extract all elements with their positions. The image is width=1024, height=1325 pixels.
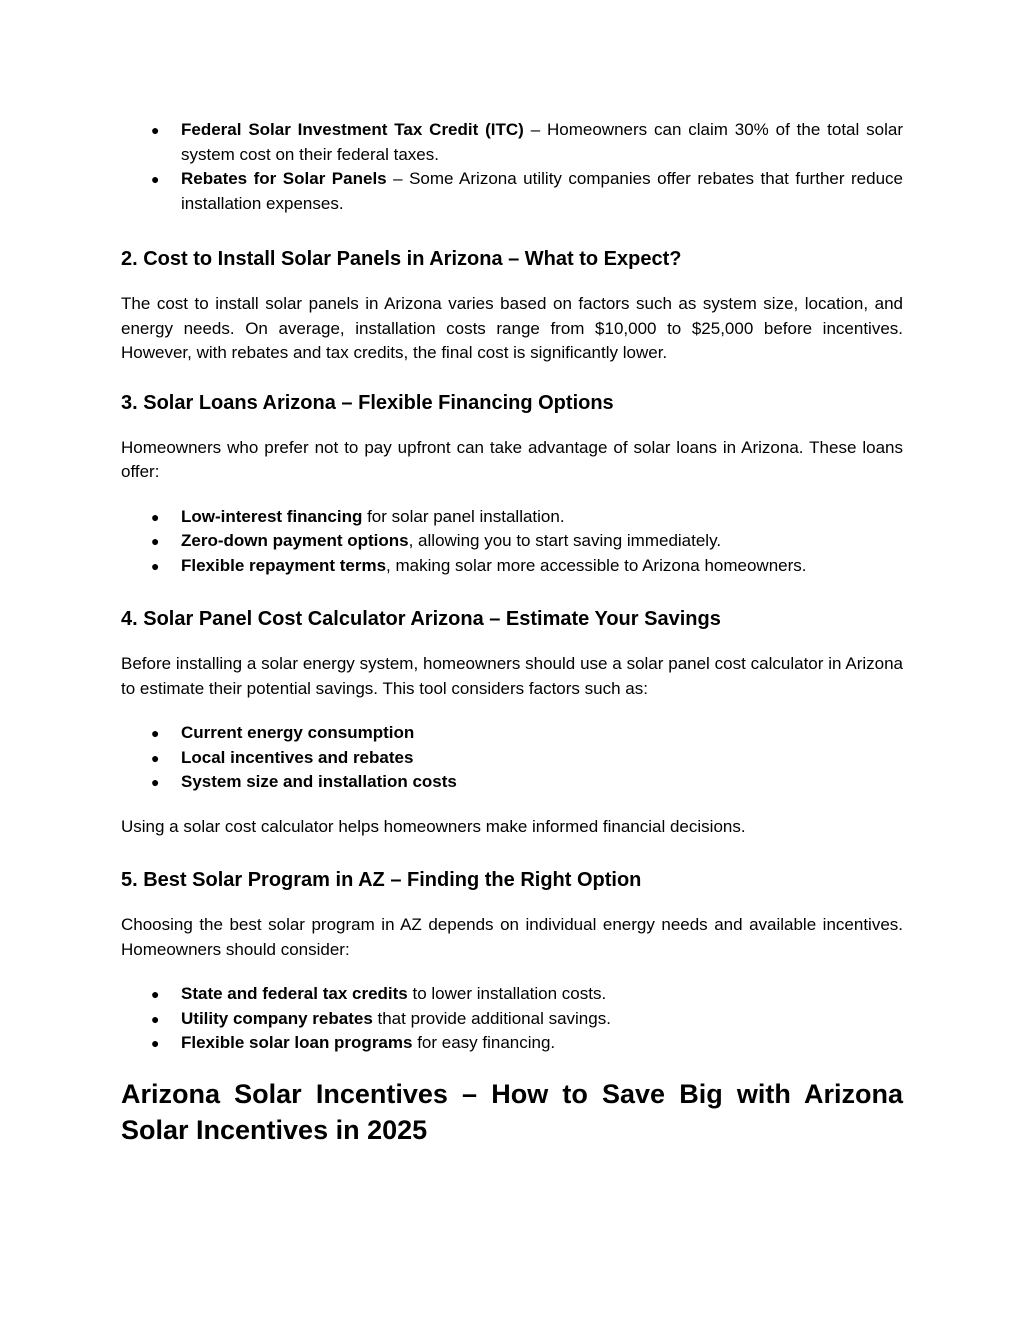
- list-item-text: – Homeowners can claim 30% of the total solar system cost on their federal taxes.: [181, 120, 903, 164]
- bullet-icon: ●: [151, 986, 160, 1002]
- section-3-heading: 3. Solar Loans Arizona – Flexible Financing Options: [121, 391, 614, 414]
- list-item-bold: Flexible repayment terms: [181, 555, 387, 575]
- section-4-list: [121, 721, 903, 795]
- list-item: [121, 118, 903, 167]
- section-4-closing: Using a solar cost calculator helps homeowners make informed financial decisions.: [121, 816, 746, 836]
- list-item: [121, 746, 903, 771]
- bullet-icon: ●: [151, 749, 160, 766]
- section-4-heading: 4. Solar Panel Cost Calculator Arizona – Estimate Your Savings: [121, 608, 721, 630]
- list-item-text: to lower installation costs.: [407, 984, 607, 1003]
- list-item-text: , making solar more accessible to Arizona homeowners.: [386, 555, 807, 575]
- section-5-paragraph: Choosing the best solar program in AZ depends on individual energy needs and available incentives. Homeowners should consider:: [121, 915, 903, 959]
- bullet-icon: ●: [151, 508, 160, 525]
- list-item-text: , allowing you to start saving immediately.: [408, 531, 722, 550]
- list-item-bold: Flexible solar loan programs: [181, 1033, 413, 1052]
- section-5-list: [121, 982, 903, 1056]
- section-5-heading: 5. Best Solar Program in AZ – Finding the Right Option: [121, 869, 642, 891]
- list-item: [121, 770, 903, 795]
- list-item: [121, 1031, 903, 1056]
- list-item-bold: Zero-down payment options: [181, 531, 409, 550]
- bullet-icon: ●: [151, 1010, 160, 1027]
- list-item-bold: Low-interest financing: [181, 506, 363, 526]
- section-2-paragraph: The cost to install solar panels in Arizona varies based on factors such as system size, location, and energy needs. On average, installation costs range from $10,000 to $25,000 before incentives. However, with rebates and tax credits, the final cost is significantly lower.: [121, 294, 903, 362]
- list-item-text: – Some Arizona utility companies offer rebates that further reduce installation expenses.: [181, 169, 903, 213]
- bullet-icon: ●: [151, 533, 160, 549]
- list-item-bold: System size and installation costs: [181, 772, 457, 791]
- list-item-bold: State and federal tax credits: [181, 984, 408, 1003]
- list-item: [121, 554, 903, 579]
- main-heading: Arizona Solar Incentives – How to Save Big with Arizona Solar Incentives in 2025: [121, 1078, 903, 1145]
- list-item-text: that provide additional savings.: [372, 1008, 611, 1028]
- intro-bullet-list: [121, 118, 903, 216]
- section-4-paragraph: Before installing a solar energy system, homeowners should use a solar panel cost calculator in Arizona to estimate their potential savings. This tool considers factors such as:: [121, 654, 903, 698]
- list-item: [121, 505, 903, 530]
- list-item-bold: Federal Solar Investment Tax Credit (ITC): [181, 120, 524, 139]
- bullet-icon: ●: [151, 122, 160, 138]
- list-item-bold: Utility company rebates: [181, 1008, 373, 1028]
- section-3-list: [121, 505, 903, 579]
- bullet-icon: ●: [151, 725, 160, 741]
- list-item-bold: Current energy consumption: [181, 723, 415, 742]
- list-item: [121, 167, 903, 216]
- list-item: [121, 529, 903, 554]
- section-2-heading: 2. Cost to Install Solar Panels in Arizona – What to Expect?: [121, 248, 682, 270]
- bullet-icon: ●: [151, 774, 160, 790]
- list-item: [121, 721, 903, 746]
- bullet-icon: ●: [151, 1035, 160, 1051]
- list-item: [121, 1007, 903, 1032]
- list-item-text: for solar panel installation.: [362, 506, 565, 526]
- list-item-bold: Local incentives and rebates: [181, 747, 414, 767]
- bullet-icon: ●: [151, 171, 160, 187]
- section-3-paragraph: Homeowners who prefer not to pay upfront can take advantage of solar loans in Arizona. These loans offer:: [121, 437, 903, 481]
- list-item-text: for easy financing.: [412, 1033, 556, 1052]
- list-item: [121, 982, 903, 1007]
- bullet-icon: ●: [151, 557, 160, 574]
- list-item-bold: Rebates for Solar Panels: [181, 169, 387, 188]
